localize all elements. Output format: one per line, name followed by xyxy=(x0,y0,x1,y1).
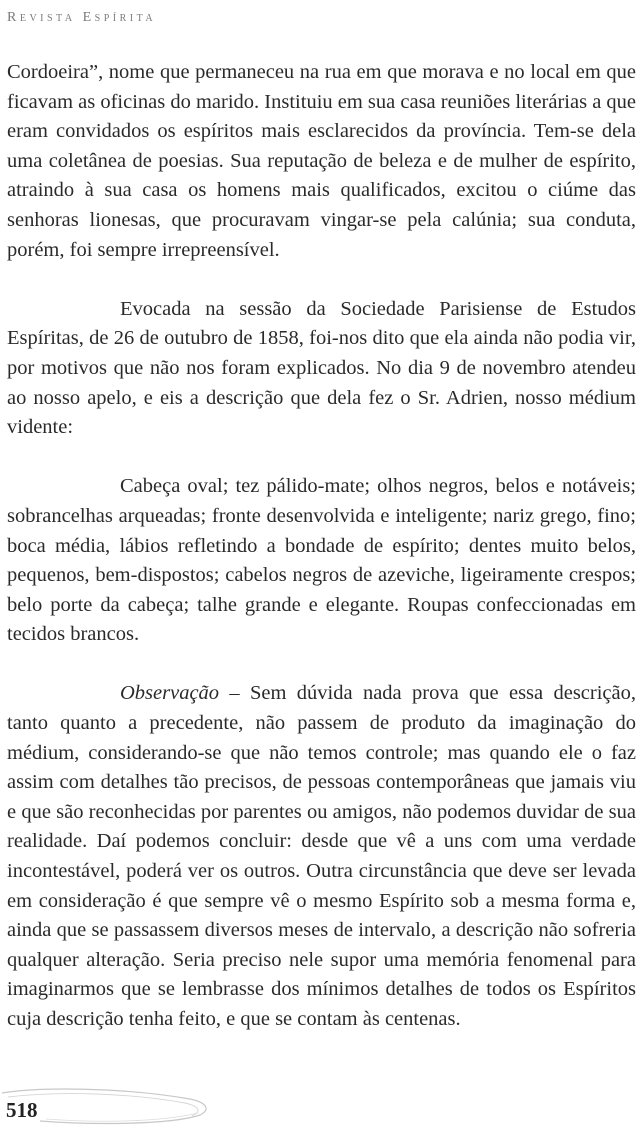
page-number: 518 xyxy=(6,1098,38,1122)
paragraph-4 xyxy=(7,679,636,1034)
article-body xyxy=(7,58,636,1035)
paragraph-3: Cabeça oval; tez pálido-mate; olhos negros, belos e notáveis; sobrancelhas arqueadas; fronte desenvolvida e inteligente; nariz grego, fino; boca média, lábios refletindo a bondade de espírito; dentes muito belos, pequenos, bem-dispostos; cabelos negros de azeviche, ligeiramente crespos; belo porte da cabeça; talhe grande e elegante. Roupas confeccionadas em tecidos brancos. xyxy=(7,475,636,646)
observation-text: Sem dúvida nada prova que essa descrição, tanto quanto a precedente, não passem de produto da imaginação do médium, considerando-se que não temos controle; mas quando ele o faz assim com detalhes tão precisos, de pessoas contemporâneas que jamais viu e que são reconhecidas por parentes ou amigos, não podemos duvidar de sua realidade. Daí podemos concluir: desde que vê a uns com uma verdade incontestável, poderá ver os outros. Outra circunstância que deve ser levada em consideração é que sempre vê o mesmo Espírito sob a mesma forma e, ainda que se passassem diversos meses de intervalo, a descrição não sofreria qualquer alteração. Seria preciso nele supor uma memória fenomenal para imaginarmos que se lembrasse dos mínimos detalhes de todos os Espíritos cuja descrição tenha feito, e que se contam às centenas. xyxy=(7,682,636,1030)
observation-label: Observação – xyxy=(120,682,240,705)
paragraph-2: Evocada na sessão da Sociedade Parisiense de Estudos Espíritas, de 26 de outubro de 1858, foi-nos dito que ela ainda não podia vir, por motivos que não nos foram explicados. No dia 9 de novembro atendeu ao nosso apelo, e eis a descrição que dela fez o Sr. Adrien, nosso médium vidente: xyxy=(7,297,636,439)
running-header: Revista Espírita xyxy=(7,10,157,25)
paragraph-1: Cordoeira”, nome que permaneceu na rua em que morava e no local em que ficavam as oficinas do marido. Instituiu em sua casa reuniões literárias a que eram convidados os espíritos mais esclarecidos da província. Tem-se dela uma coletânea de poesias. Sua reputação de beleza e de mulher de espírito, atraindo à sua casa os homens mais qualificados, excitou o ciúme das senhoras lionesas, que procuravam vingar-se pela calúnia; sua conduta, porém, foi sempre irrepreensível. xyxy=(7,61,637,261)
